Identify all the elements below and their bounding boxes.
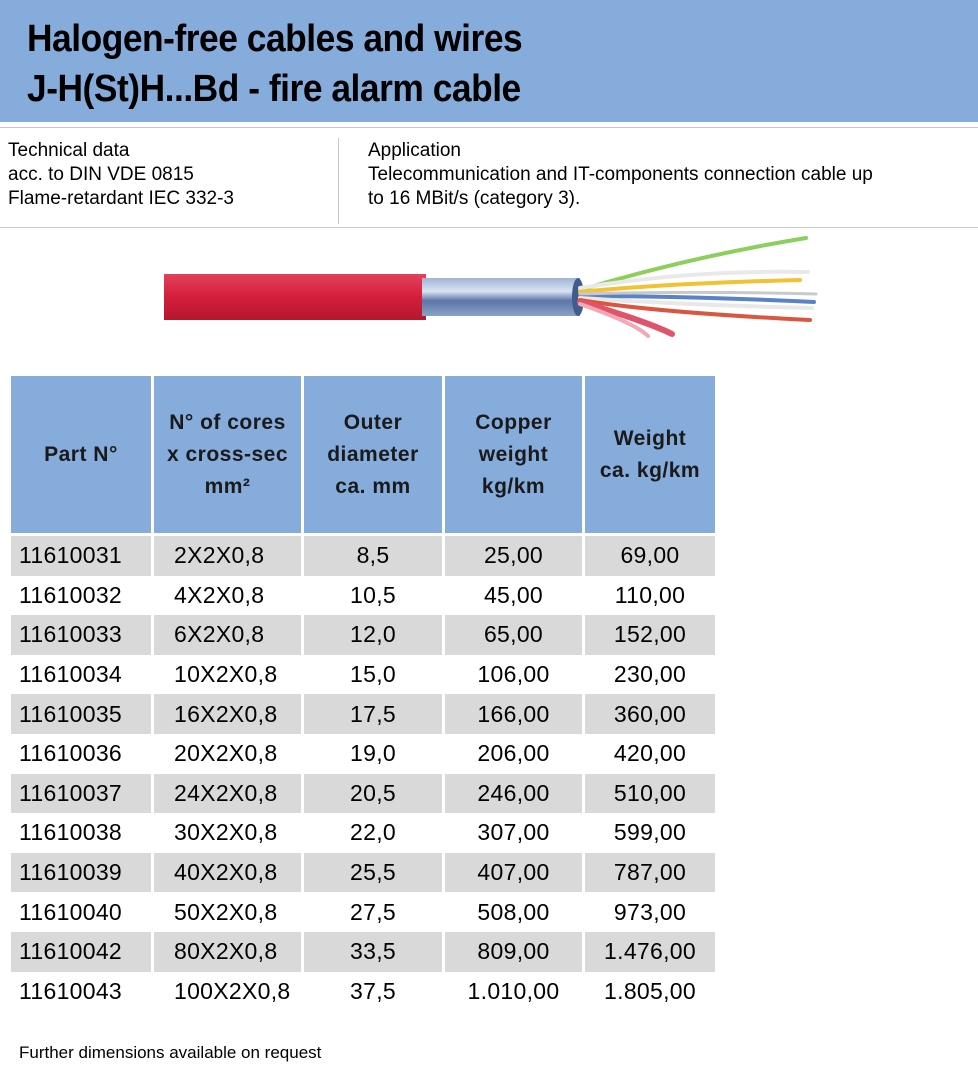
cell-copper-weight: 65,00 <box>442 615 582 655</box>
cable-specs-table <box>11 376 715 1011</box>
cell-outer-diameter: 8,5 <box>301 536 442 576</box>
table-row <box>11 892 715 932</box>
technical-flame-rating: Flame-retardant IEC 332-3 <box>8 188 234 209</box>
cell-outer-diameter: 22,0 <box>350 819 396 846</box>
cell-weight: 1.805,00 <box>604 977 696 1004</box>
vertical-divider <box>338 138 339 224</box>
cell-copper-weight: 106,00 <box>477 661 550 688</box>
cell-outer-diameter: 12,0 <box>301 615 442 655</box>
cable-shield <box>422 278 580 316</box>
cell-part-no: 11610043 <box>19 977 123 1004</box>
cell-outer-diameter: 10,5 <box>350 581 396 608</box>
cell-weight: 69,00 <box>582 536 715 576</box>
cell-copper-weight: 25,00 <box>442 536 582 576</box>
cell-weight: 230,00 <box>613 661 687 688</box>
cell-outer-diameter: 20,5 <box>301 774 442 814</box>
table-row <box>11 536 715 576</box>
col-header-part-no: Part N° <box>44 442 118 466</box>
cell-copper-weight: 45,00 <box>483 581 544 608</box>
cell-weight: 152,00 <box>582 615 715 655</box>
cell-part-no: 11610036 <box>19 740 123 767</box>
cell-outer-diameter: 27,5 <box>350 898 396 925</box>
cell-cores: 24X2X0,8 <box>151 774 301 814</box>
cell-outer-diameter: 17,5 <box>301 694 442 734</box>
table-row <box>11 972 715 1012</box>
cell-copper-weight: 206,00 <box>477 740 550 767</box>
footnote: Further dimensions available on request <box>19 1043 322 1062</box>
cell-copper-weight: 246,00 <box>442 774 582 814</box>
cell-cores: 30X2X0,8 <box>174 819 278 846</box>
cell-weight: 420,00 <box>613 740 687 767</box>
page-header <box>0 0 978 122</box>
table-row <box>11 615 715 655</box>
cable-illustration <box>160 232 820 344</box>
cell-copper-weight: 166,00 <box>442 694 582 734</box>
cell-part-no: 11610037 <box>19 779 123 806</box>
cell-weight: 973,00 <box>613 898 687 925</box>
application-block <box>368 139 968 211</box>
cable-wires <box>580 238 816 336</box>
cell-cores: 20X2X0,8 <box>174 740 278 767</box>
cell-part-no: 11610033 <box>19 621 123 648</box>
cell-part-no: 11610042 <box>19 938 123 965</box>
cell-cores: 50X2X0,8 <box>174 898 278 925</box>
cell-part-no: 11610040 <box>19 898 123 925</box>
application-text-line1: Telecommunication and IT-components connection cable up <box>368 164 873 185</box>
table-row <box>11 813 715 853</box>
divider <box>0 227 978 228</box>
cell-cores: 4X2X0,8 <box>174 581 265 608</box>
cable-jacket <box>164 274 426 320</box>
cell-cores: 10X2X0,8 <box>174 661 278 688</box>
cell-weight: 110,00 <box>614 581 686 608</box>
table-row <box>11 932 715 972</box>
page-title: Halogen-free cables and wires <box>27 18 523 60</box>
cell-part-no: 11610035 <box>19 700 123 727</box>
technical-data-heading: Technical data <box>8 140 130 161</box>
col-header-weight: Weight ca. kg/km <box>582 376 715 533</box>
cell-outer-diameter: 25,5 <box>301 853 442 893</box>
cell-copper-weight: 407,00 <box>442 853 582 893</box>
cell-cores: 80X2X0,8 <box>151 932 301 972</box>
cell-cores: 6X2X0,8 <box>151 615 301 655</box>
technical-data-block <box>8 139 234 211</box>
cell-part-no: 11610031 <box>19 542 123 569</box>
cell-copper-weight: 809,00 <box>442 932 582 972</box>
cell-weight: 510,00 <box>582 774 715 814</box>
cell-cores: 40X2X0,8 <box>151 853 301 893</box>
cell-outer-diameter: 37,5 <box>350 977 396 1004</box>
cell-copper-weight: 307,00 <box>477 819 550 846</box>
cell-outer-diameter: 19,0 <box>350 740 396 767</box>
col-header-cores: N° of cores x cross-sec mm² <box>151 376 301 533</box>
cell-part-no: 11610032 <box>19 581 123 608</box>
cell-outer-diameter: 15,0 <box>350 661 396 688</box>
cell-weight: 360,00 <box>582 694 715 734</box>
col-header-outer-diameter: Outer diameter ca. mm <box>301 376 442 533</box>
application-heading: Application <box>368 140 461 161</box>
table-row <box>11 734 715 774</box>
cell-part-no: 11610039 <box>19 859 123 886</box>
cell-part-no: 11610038 <box>19 819 123 846</box>
cell-weight: 787,00 <box>582 853 715 893</box>
cell-copper-weight: 1.010,00 <box>467 977 560 1004</box>
cell-cores: 100X2X0,8 <box>174 977 291 1004</box>
technical-standard: acc. to DIN VDE 0815 <box>8 164 194 185</box>
page-subtitle: J-H(St)H...Bd - fire alarm cable <box>27 68 521 110</box>
cell-outer-diameter: 33,5 <box>301 932 442 972</box>
application-text-line2: to 16 MBit/s (category 3). <box>368 188 581 209</box>
table-row <box>11 853 715 893</box>
cell-copper-weight: 508,00 <box>477 898 550 925</box>
table-body <box>11 536 715 1011</box>
col-header-copper-weight: Copper weight kg/km <box>442 376 582 533</box>
table-row <box>11 576 715 616</box>
divider <box>0 127 978 128</box>
table-header <box>11 376 715 533</box>
cell-part-no: 11610034 <box>19 661 123 688</box>
cell-cores: 2X2X0,8 <box>151 536 301 576</box>
cell-weight: 599,00 <box>613 819 687 846</box>
cell-cores: 16X2X0,8 <box>151 694 301 734</box>
cell-weight: 1.476,00 <box>582 932 715 972</box>
table-row <box>11 655 715 695</box>
table-row <box>11 774 715 814</box>
table-row <box>11 694 715 734</box>
